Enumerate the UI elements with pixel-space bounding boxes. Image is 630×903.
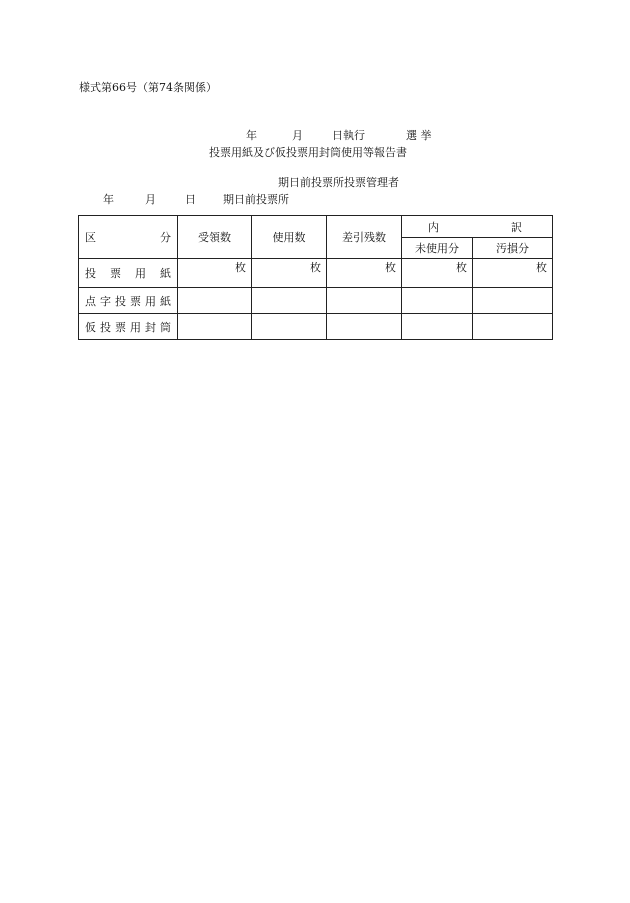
header-received: 受領数: [178, 216, 252, 259]
label-char: 点: [85, 294, 96, 308]
cell-remaining: [327, 288, 402, 314]
label-char: 投: [115, 294, 126, 308]
label-char: 封: [145, 320, 156, 334]
label-char: 投: [85, 267, 96, 280]
header-remaining: 差引残数: [327, 216, 402, 259]
header-kubun-left: 区: [85, 231, 96, 244]
cell-remaining: [327, 314, 402, 340]
header-breakdown: [402, 216, 553, 238]
date-day: 日: [185, 193, 196, 206]
cell-unused: 枚: [402, 259, 473, 288]
label-char: 筒: [160, 320, 171, 334]
header-breakdown-right: 訳: [511, 220, 522, 234]
header-breakdown-left: 内: [428, 220, 439, 234]
label-char: 紙: [160, 267, 171, 280]
date-place: 期日前投票所: [223, 193, 289, 206]
title-year: 年: [246, 129, 257, 142]
report-title: 投票用紙及び仮投票用封筒使用等報告書: [209, 146, 407, 159]
label-char: 投: [100, 320, 111, 334]
cell-received: [178, 288, 252, 314]
header-damaged: 汚損分: [473, 238, 553, 259]
manager-label: 期日前投票所投票管理者: [278, 176, 399, 189]
header-kubun-right: 分: [160, 231, 171, 244]
header-used: 使用数: [252, 216, 327, 259]
label-char: 票: [110, 267, 121, 280]
cell-damaged: [473, 314, 553, 340]
label-char: 紙: [160, 294, 171, 308]
title-day-exec: 日執行: [332, 129, 365, 142]
header-kubun: [79, 216, 178, 259]
label-char: 票: [115, 320, 126, 334]
election-title-line: [246, 129, 432, 143]
cell-used: [252, 288, 327, 314]
cell-received: [178, 314, 252, 340]
title-month: 月: [292, 129, 303, 142]
header-unused: 未使用分: [402, 238, 473, 259]
date-line: [103, 193, 289, 207]
row-label-ballot-paper: [79, 259, 178, 288]
label-char: 字: [100, 294, 111, 308]
label-char: 用: [135, 267, 146, 280]
cell-used: 枚: [252, 259, 327, 288]
cell-unused: [402, 288, 473, 314]
row-label-provisional-envelope: [79, 314, 178, 340]
label-char: 仮: [85, 320, 96, 334]
table-row: [79, 314, 553, 340]
label-char: 票: [130, 294, 141, 308]
date-month: 月: [145, 193, 156, 206]
label-char: 用: [145, 294, 156, 308]
form-number: 様式第66号（第74条関係）: [79, 81, 217, 94]
cell-unused: [402, 314, 473, 340]
cell-damaged: [473, 288, 553, 314]
row-label-braille-ballot: [79, 288, 178, 314]
title-election: 選 挙: [406, 129, 432, 142]
usage-report-table: [78, 215, 553, 340]
cell-remaining: 枚: [327, 259, 402, 288]
cell-damaged: 枚: [473, 259, 553, 288]
label-char: 用: [130, 320, 141, 334]
cell-received: 枚: [178, 259, 252, 288]
date-year: 年: [103, 193, 114, 206]
table-row: [79, 288, 553, 314]
table-row: [79, 259, 553, 288]
cell-used: [252, 314, 327, 340]
